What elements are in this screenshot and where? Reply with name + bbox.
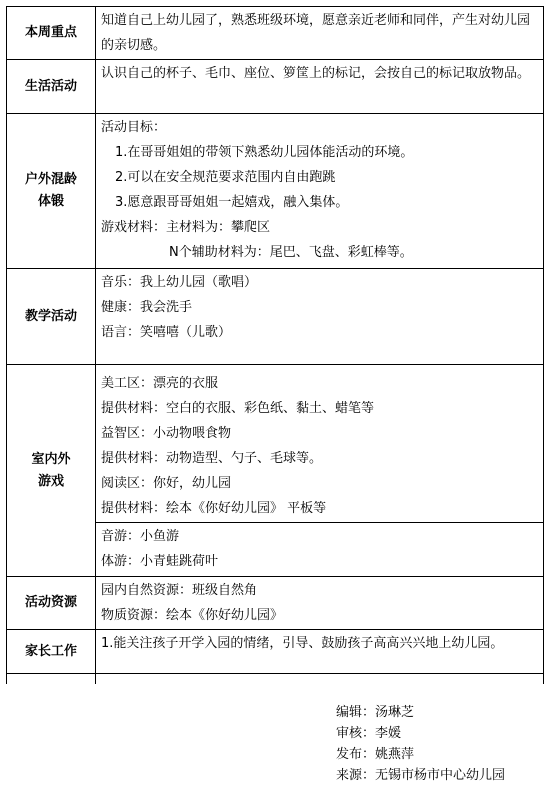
- games-label-line2: 游戏: [37, 473, 64, 489]
- weekly-focus-content: 知道自己上幼儿园了，熟悉班级环境，愿意亲近老师和同伴，产生对幼儿园的亲切感。: [101, 13, 531, 53]
- outdoor-materials-main: 游戏材料：主材料为：攀爬区: [101, 220, 271, 235]
- resources-item: 物质资源：绘本《你好幼儿园》: [101, 608, 284, 623]
- outdoor-exercise-label-line2: 体锻: [37, 194, 64, 209]
- credit-publisher: 发布：姚燕萍: [336, 747, 415, 762]
- weekly-plan-table: [6, 6, 544, 684]
- games-indoor-item: 美工区：漂亮的衣服: [101, 376, 219, 391]
- outdoor-goal-item: 3.愿意跟哥哥姐姐一起嬉戏，融入集体。: [115, 195, 349, 210]
- row-parents: [7, 630, 544, 674]
- row-daily-life: [7, 60, 544, 114]
- resources-content: [96, 577, 544, 630]
- credit-editor: 编辑：汤琳芝: [336, 705, 415, 720]
- outdoor-materials-aux: N个辅助材料为：尾巴、飞盘、彩虹棒等。: [169, 245, 413, 260]
- games-label-line1: 室内外: [31, 451, 71, 467]
- row-weekly-focus: [7, 7, 544, 60]
- row-games-indoor: [7, 365, 544, 523]
- weekly-focus-text: [96, 7, 544, 60]
- outdoor-goal-item: 1.在哥哥姐姐的带领下熟悉幼儿园体能活动的环境。: [115, 145, 414, 160]
- parents-text: 1.能关注孩子开学入园的情绪，引导、鼓励孩子高高兴兴地上幼儿园。: [101, 636, 504, 651]
- games-indoor-content: [96, 365, 544, 523]
- daily-life-content: 认识自己的杯子、毛巾、座位、箩筐上的标记，会按自己的标记取放物品。: [101, 66, 531, 81]
- games-indoor-item: 提供材料：动物造型、勺子、毛球等。: [101, 451, 323, 466]
- games-indoor-item: 益智区：小动物喂食物: [101, 426, 232, 441]
- blank-cell-right: [96, 674, 544, 684]
- credit-source: 来源：无锡市杨市中心幼儿园: [336, 768, 506, 783]
- teaching-content: [96, 269, 544, 365]
- row-teaching: [7, 269, 544, 365]
- row-blank: [7, 674, 544, 684]
- outdoor-goal-item: 2.可以在安全规范要求范围内自由跑跳: [115, 170, 336, 185]
- credits-footer: [336, 702, 505, 786]
- outdoor-exercise-content: [96, 114, 544, 269]
- parents-content: [96, 630, 544, 674]
- games-indoor-item: 提供材料：绘本《你好幼儿园》 平板等: [101, 501, 327, 516]
- games-indoor-item: 阅读区：你好，幼儿园: [101, 476, 232, 491]
- resources-label: 活动资源: [7, 577, 96, 630]
- games-outdoor-item: 音游：小鱼游: [101, 529, 180, 544]
- games-outdoor-item: 体游：小青蛙跳荷叶: [101, 554, 219, 569]
- daily-life-label: 生活活动: [7, 60, 96, 114]
- games-indoor-item: 提供材料：空白的衣服、彩色纸、黏土、蜡笔等: [101, 401, 375, 416]
- games-label: [7, 365, 96, 577]
- outdoor-exercise-label-line1: 户外混龄: [24, 172, 77, 187]
- weekly-focus-label: 本周重点: [7, 7, 96, 60]
- row-resources: [7, 577, 544, 630]
- outdoor-goals-title: 活动目标：: [101, 120, 167, 135]
- credit-reviewer: 审核：李媛: [336, 726, 402, 741]
- teaching-item: 音乐：我上幼儿园（歌唱）: [101, 275, 258, 290]
- teaching-label: 教学活动: [7, 269, 96, 365]
- daily-life-text: [96, 60, 544, 114]
- resources-item: 园内自然资源：班级自然角: [101, 583, 258, 598]
- outdoor-exercise-label: [7, 114, 96, 269]
- row-outdoor-exercise: [7, 114, 544, 269]
- parents-label: 家长工作: [7, 630, 96, 674]
- teaching-item: 健康：我会洗手: [101, 300, 193, 315]
- teaching-item: 语言：笑嘻嘻（儿歌）: [101, 325, 232, 340]
- blank-cell-left: [7, 674, 96, 684]
- games-outdoor-content: [96, 523, 544, 577]
